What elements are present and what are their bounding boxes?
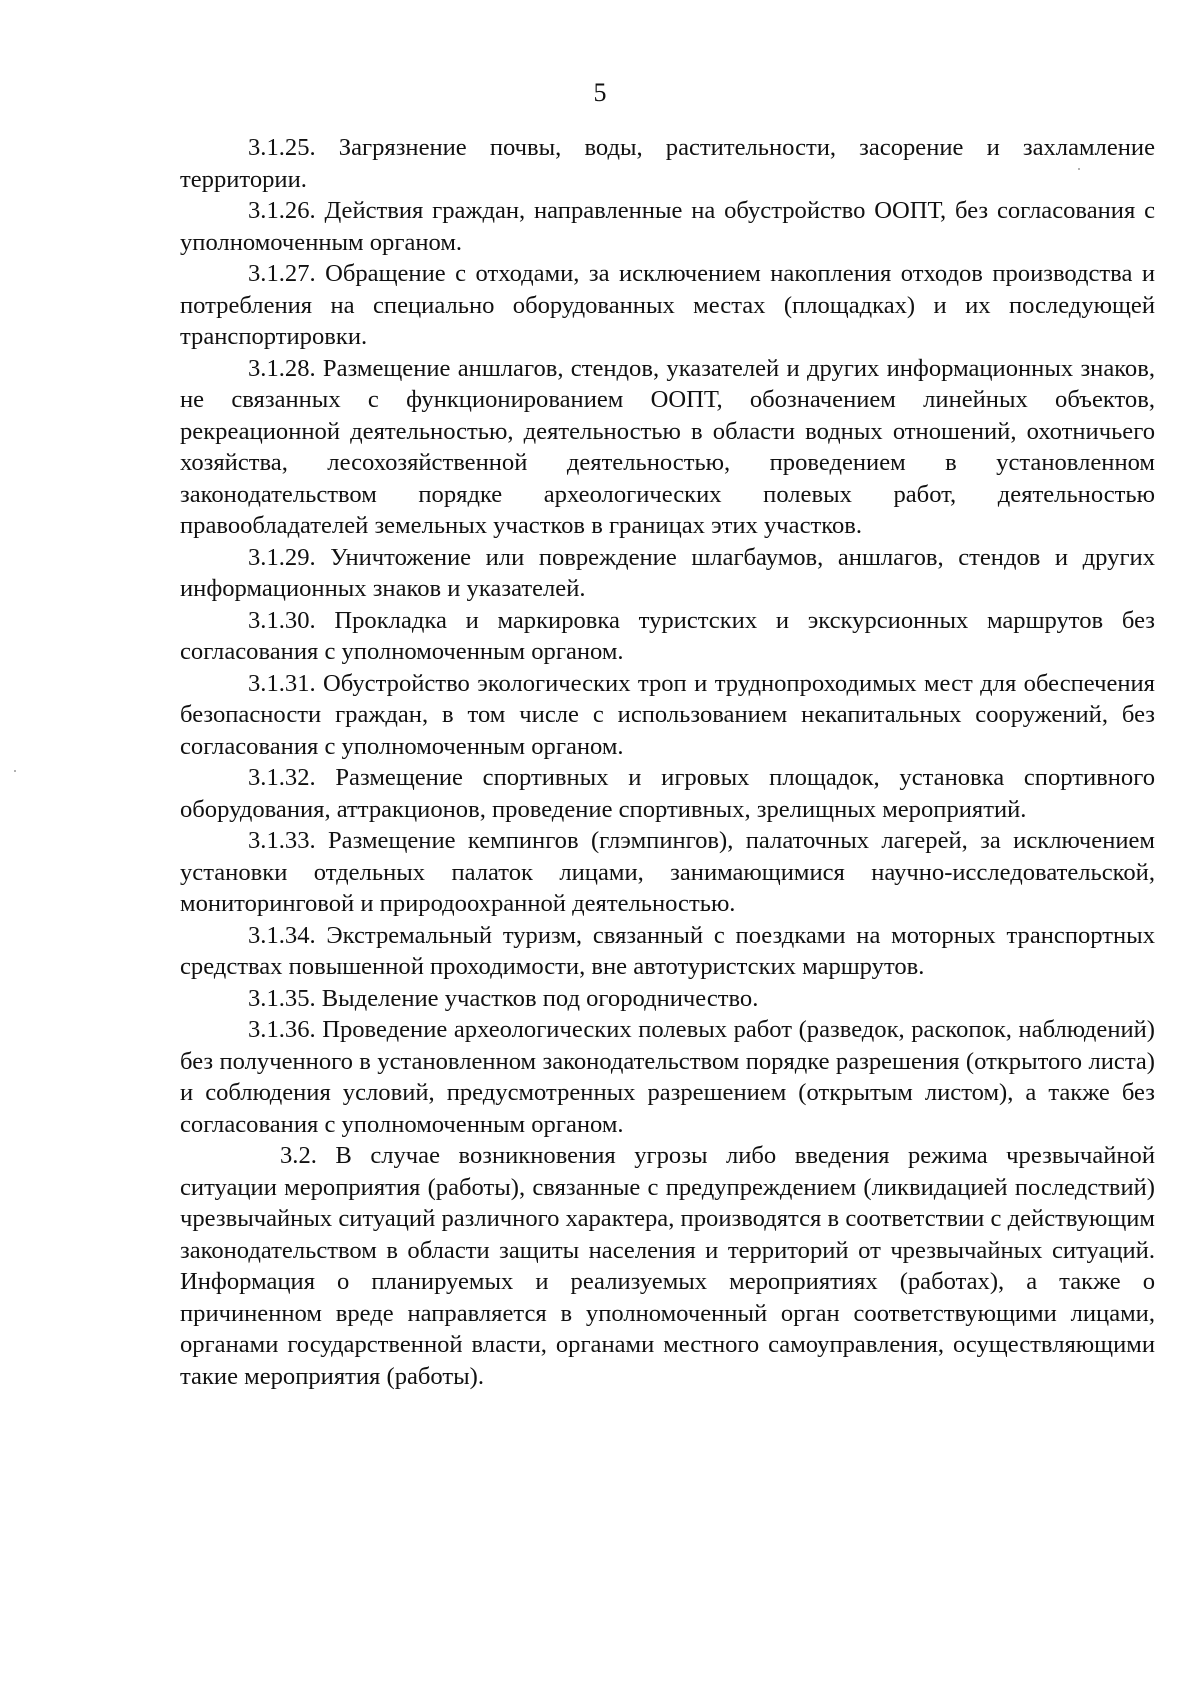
clause-3-1-25: 3.1.25. Загрязнение почвы, воды, растительности, засорение и захламление территории. bbox=[180, 134, 1155, 193]
clause-3-1-26: 3.1.26. Действия граждан, направленные на обустройство ООПТ, без согласования с уполномоченным органом. bbox=[180, 197, 1155, 256]
document-body bbox=[180, 132, 1155, 1392]
clause-3-1-35: 3.1.35. Выделение участков под огородничество. bbox=[248, 984, 759, 1012]
clause-3-2: 3.2. В случае возникновения угрозы либо введения режима чрезвычайной ситуации мероприятия (работы), связанные с предупреждением (ликвидацией последствий) чрезвычайных ситуаций различного характера, производятся в соответствии с действующим законодательством в области защиты населения и территорий от чрезвычайных ситуаций. Информация о планируемых и реализуемых мероприятиях (работах), а также о причиненном вреде направляется в уполномоченный орган соответствующими лицами, органами государственной власти, органами местного самоуправления, осуществляющими такие мероприятия (работы). bbox=[180, 1142, 1155, 1390]
clause-3-1-36: 3.1.36. Проведение археологических полевых работ (разведок, раскопок, наблюдений) без полученного в установленном законодательством порядке разрешения (открытого листа) и соблюдения условий, предусмотренных разрешением (открытым листом), а также без согласования с уполномоченным органом. bbox=[180, 1016, 1155, 1138]
clause-3-1-27: 3.1.27. Обращение с отходами, за исключением накопления отходов производства и потребления на специально оборудованных местах (площадках) и их последующей транспортировки. bbox=[180, 260, 1155, 350]
clause-3-1-29: 3.1.29. Уничтожение или повреждение шлагбаумов, аншлагов, стендов и других информационных знаков и указателей. bbox=[180, 543, 1155, 602]
clause-3-1-31: 3.1.31. Обустройство экологических троп и труднопроходимых мест для обеспечения безопасности граждан, в том числе с использованием некапитальных сооружений, без согласования с уполномоченным органом. bbox=[180, 669, 1155, 760]
clause-3-1-32: 3.1.32. Размещение спортивных и игровых площадок, установка спортивного оборудования, аттракционов, проведение спортивных, зрелищных мероприятий. bbox=[180, 764, 1155, 823]
clause-3-1-33: 3.1.33. Размещение кемпингов (глэмпингов), палаточных лагерей, за исключением установки отдельных палаток лицами, занимающимися научно-исследовательской, мониторинговой и природоохранной деятельностью. bbox=[180, 827, 1155, 917]
clause-3-1-28: 3.1.28. Размещение аншлагов, стендов, указателей и других информационных знаков, не связанных с функционированием ООПТ, обозначением линейных объектов, рекреационной деятельностью, деятельностью в области водных отношений, охотничьего хозяйства, лесохозяйственной деятельностью, проведением в установленном законодательством порядке археологических полевых работ, деятельностью правообладателей земельных участков в границах этих участков. bbox=[180, 354, 1155, 539]
clause-3-1-34: 3.1.34. Экстремальный туризм, связанный с поездками на моторных транспортных средствах повышенной проходимости, вне автотуристских маршрутов. bbox=[180, 921, 1155, 980]
scan-artifact-dot bbox=[14, 770, 16, 772]
page-number: 5 bbox=[593, 78, 607, 107]
scan-artifact-dot bbox=[1078, 168, 1080, 170]
clause-3-1-30: 3.1.30. Прокладка и маркировка туристских и экскурсионных маршрутов без согласования с уполномоченным органом. bbox=[180, 606, 1155, 665]
